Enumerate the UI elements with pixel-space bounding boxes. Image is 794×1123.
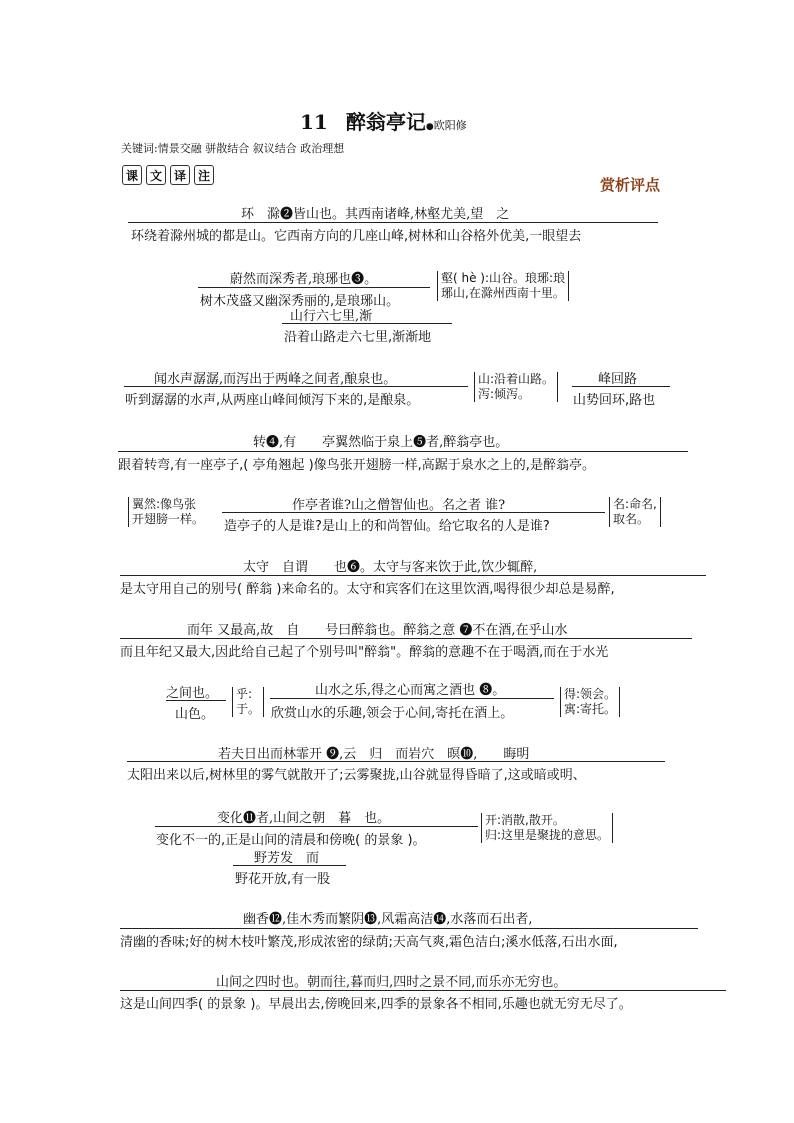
annotation-note: 壑( hè ):山谷。琅琊:琅 琊山,在滁州西南十里。 [437, 271, 569, 301]
annotation-note: 乎: 于。 [232, 687, 264, 717]
translation-line: 环绕着滁州城的都是山。它西南方向的几座山峰,树林和山谷格外优美,一眼望去 [131, 229, 582, 244]
translation-line: 是太守用自己的别号( 醉翁 )来命名的。太守和宾客们在这里饮酒,喝得很少却总是易醉, [120, 582, 615, 597]
translation-line: 野花开放,有一股 [235, 872, 331, 887]
badge-zhu: 注 [194, 165, 214, 185]
original-line: 山行六七里,渐 [290, 309, 373, 324]
section-badges [122, 165, 214, 185]
divider [128, 222, 658, 223]
annotation-note: 翼然:像鸟张 开翅膀一样。 [128, 497, 204, 527]
divider [124, 386, 468, 387]
original-line: 而年 又最高,故 自 号曰醉翁也。醉翁之意 ❼不在酒,在乎山水 [187, 623, 568, 638]
divider [166, 700, 226, 701]
original-line: 峰回路 [598, 372, 638, 387]
translation-line: 听到潺潺的水声,从两座山峰间倾泻下来的,是酿泉。 [125, 393, 420, 408]
translation-line: 跟着转弯,有一座亭子,( 亭角翘起 )像鸟张开翅膀一样,高踞于泉水之上的,是醉翁亭。 [118, 458, 595, 473]
original-line: 环 滁❷皆山也。其西南诸峰,林壑尤美,望 之 [241, 207, 510, 222]
badge-ke: 课 [122, 165, 142, 185]
badge-wen: 文 [146, 165, 166, 185]
divider [118, 451, 688, 452]
annotation-note: 名:命名, 取名。 [609, 497, 661, 527]
divider [198, 287, 430, 288]
translation-line: 沿着山路走六七里,渐渐地 [284, 330, 432, 345]
annotation-note: 开:消散,散开。 归:这里是聚拢的意思。 [481, 813, 613, 843]
divider [120, 575, 706, 576]
original-line: 幽香⓬,佳木秀而繁阴⓭,风霜高洁⓮,水落而石出者, [243, 912, 533, 927]
translation-line: 而且年纪又最大,因此给自己起了个别号叫"醉翁"。醉翁的意趣不在于喝酒,而在于水光 [120, 645, 609, 660]
translation-line: 山势回环,路也 [573, 393, 656, 408]
translation-line: 山色。 [175, 707, 215, 722]
author-marker: ● [425, 122, 434, 132]
original-line: 太守 自谓 也❻。太守与客来饮于此,饮少辄醉, [243, 560, 538, 575]
divider [120, 990, 726, 991]
author-name: 欧阳修 [433, 119, 467, 132]
translation-line: 清幽的香味;好的树木枝叶繁茂,形成浓密的绿荫;天高气爽,霜色洁白;溪水低落,石出水面, [120, 935, 618, 950]
divider [282, 323, 452, 324]
translation-line: 这是山间四季( 的景象 )。早晨出去,傍晚回来,四季的景象各不相同,乐趣也就无穷无尽了。 [120, 997, 632, 1012]
original-line: 山间之四时也。朝而往,暮而归,四时之景不同,而乐亦无穷也。 [216, 975, 567, 990]
original-line: 变化⓫者,山间之朝 暮 也。 [217, 811, 391, 826]
translation-line: 树木茂盛又幽深秀丽的,是琅琊山。 [200, 294, 400, 309]
divider [120, 638, 692, 639]
translation-line: 太阳出来以后,树林里的雾气就散开了;云雾聚拢,山谷就显得昏暗了,这或暗或明、 [127, 768, 586, 783]
badge-yi: 译 [170, 165, 190, 185]
translation-line: 欣赏山水的乐趣,领会于心间,寄托在酒上。 [271, 706, 514, 721]
original-line: 山水之乐,得之心而寓之酒也 ❽。 [315, 683, 506, 698]
article-title [300, 106, 467, 135]
original-line: 野芳发 而 [254, 851, 320, 866]
divider [572, 386, 670, 387]
divider [127, 761, 665, 762]
original-line: 闻水声潺潺,而泻出于两峰之间者,酿泉也。 [154, 372, 397, 387]
translation-line: 造亭子的人是谁?是山上的和尚智仙。给它取名的人是谁? [224, 519, 550, 534]
annotation-note: 得:领会。 寓:寄托。 [560, 687, 620, 717]
original-line: 之间也。 [166, 686, 219, 701]
annotation-note: 山:沿着山路。 泻:倾泻。 [474, 372, 558, 402]
original-line: 作亭者谁?山之僧智仙也。名之者 谁? [292, 498, 506, 513]
divider [233, 865, 346, 866]
original-line: 蔚然而深秀者,琅琊也❸。 [230, 272, 378, 287]
original-line: 若夫日出而林霏开 ❾,云 归 而岩穴 暝❿, 晦明 [218, 747, 530, 762]
keywords-line: 关键词:情景交融 骈散结合 叙议结合 政治理想 [121, 142, 345, 155]
original-line: 转❹,有 亭翼然临于泉上❺者,醉翁亭也。 [253, 435, 509, 450]
divider [222, 512, 605, 513]
translation-line: 变化不一的,正是山间的清晨和傍晚( 的景象 )。 [156, 833, 426, 848]
divider [270, 698, 554, 699]
divider [155, 826, 478, 827]
lesson-number: 11 [300, 110, 328, 134]
appraise-label: 赏析评点 [600, 176, 661, 194]
title-text: 醉翁亭记 [345, 110, 426, 134]
divider [120, 928, 698, 929]
